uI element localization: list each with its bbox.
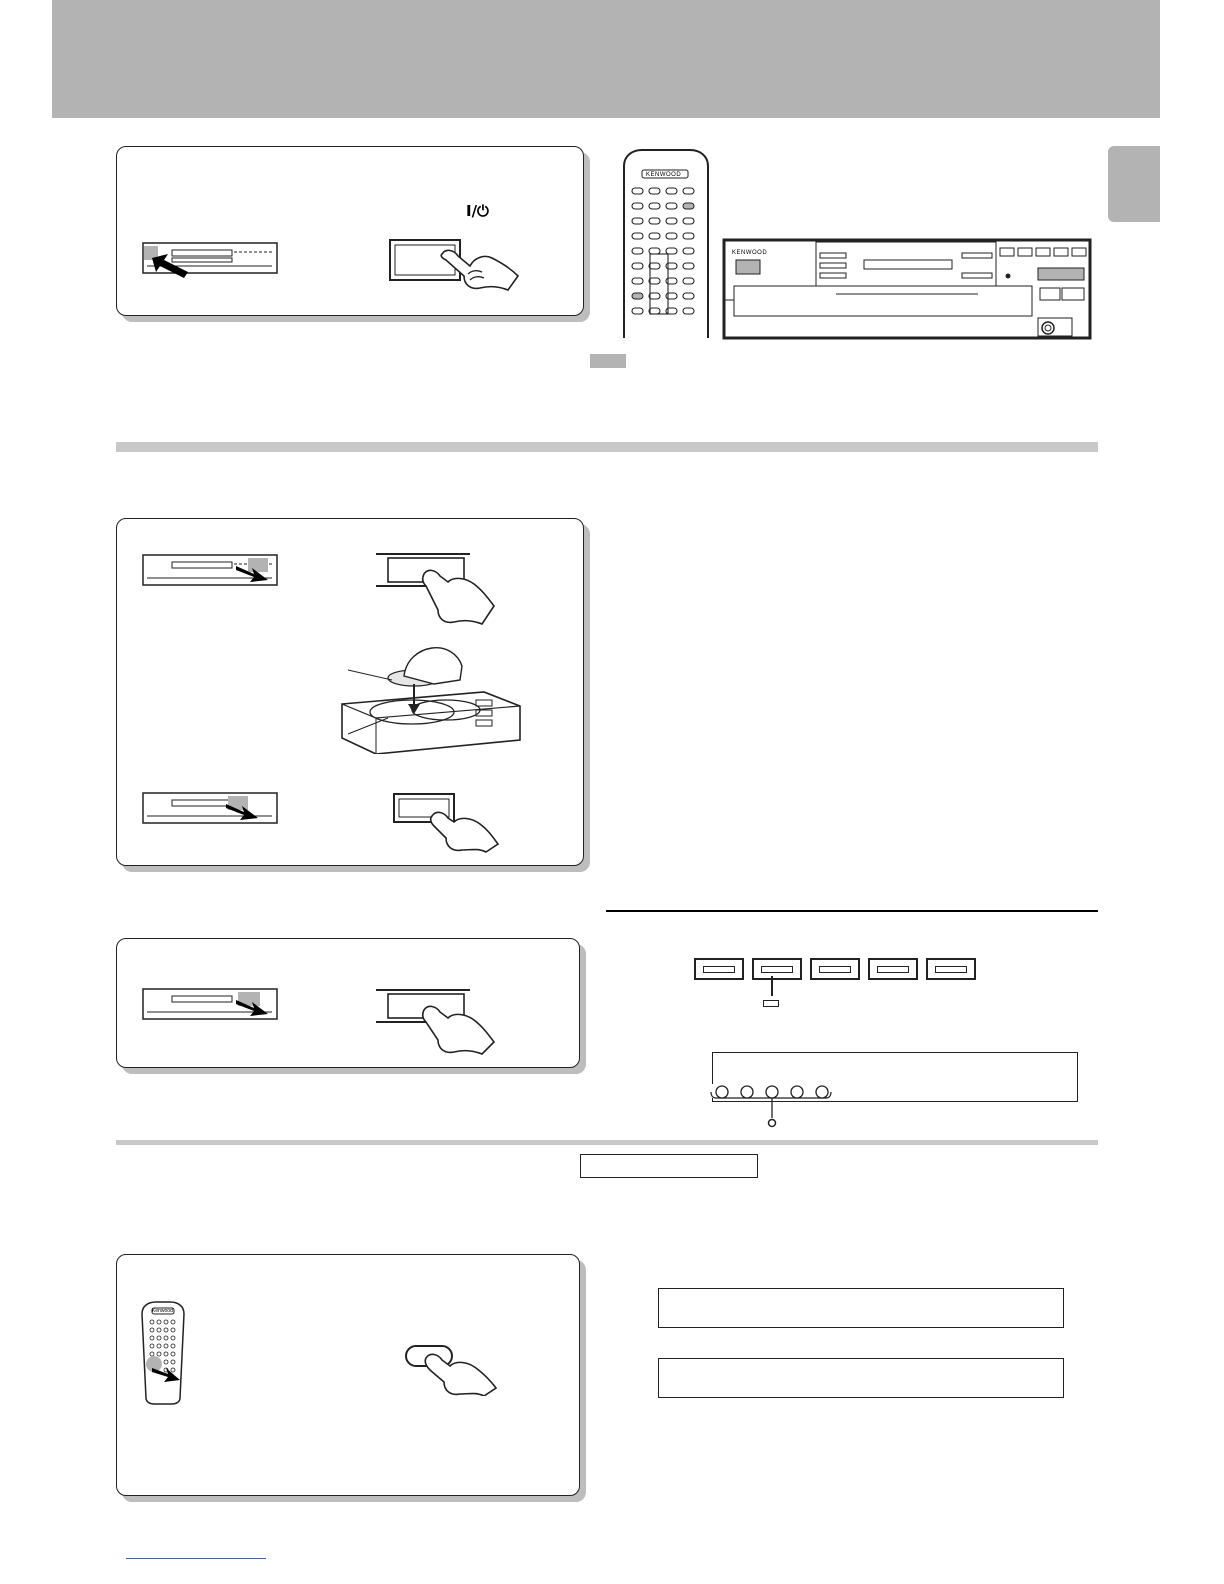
section-divider [116, 442, 1098, 452]
remote-brand-label: KENWOOD [646, 172, 682, 178]
arrow-icon [224, 798, 260, 824]
section-divider-2 [116, 1140, 1098, 1145]
disc-indicators [708, 1082, 838, 1128]
arrow-icon [150, 252, 190, 278]
open-close-button-press [374, 550, 498, 630]
pressing-hand-icon [440, 240, 522, 294]
display-example-2 [658, 1358, 1064, 1398]
header-band [52, 0, 1160, 118]
remote-control-icon [140, 1300, 186, 1406]
remote-button-press [404, 1342, 504, 1396]
drawer-button-3[interactable] [810, 958, 860, 980]
drawer-button-press [374, 986, 498, 1056]
subsection-rule [606, 910, 1098, 912]
drawer-indicator [763, 1000, 779, 1007]
display-example-1 [658, 1288, 1064, 1328]
power-symbol: I/⏻ [466, 202, 489, 220]
leader-line [771, 976, 773, 996]
close-button-press [392, 790, 502, 854]
footer-link-underline[interactable] [126, 1558, 266, 1559]
arrow-icon [234, 994, 270, 1020]
disc-insertion-illustration [334, 640, 530, 754]
label-box [580, 1154, 758, 1178]
drawer-button-5[interactable] [926, 958, 976, 980]
front-panel-illustration [722, 238, 1092, 340]
front-panel-brand-label: KENWOOD [732, 250, 768, 256]
arrow-icon [150, 1362, 182, 1386]
drawer-button-1[interactable] [694, 958, 744, 980]
drawer-button-2[interactable] [752, 958, 802, 980]
arrow-icon [234, 560, 270, 586]
section-tab [1108, 146, 1160, 222]
remote-small-brand-label: Kenwood [152, 1308, 173, 1314]
drawer-button-4[interactable] [868, 958, 918, 980]
gray-marker [590, 354, 626, 368]
drawer-button-row [694, 958, 976, 980]
